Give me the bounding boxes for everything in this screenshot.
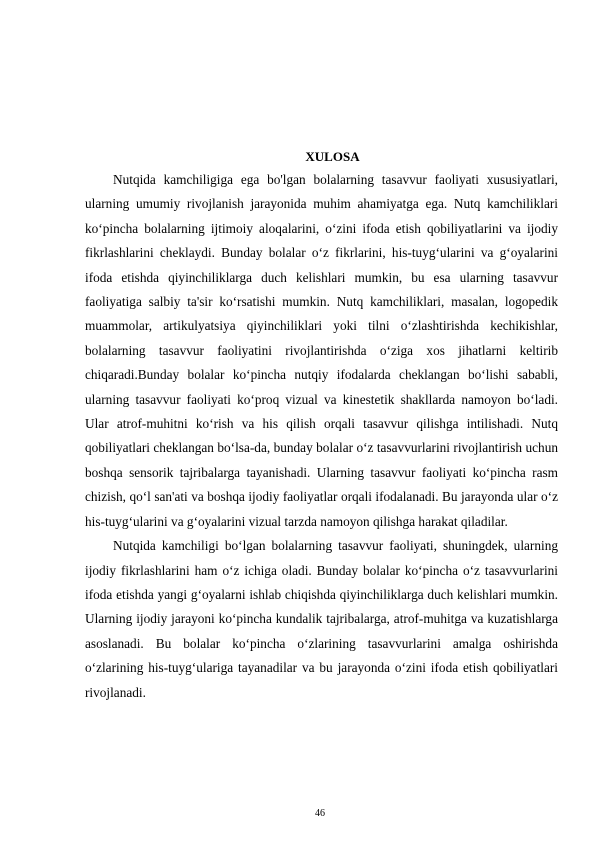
paragraph: Nutqida kamchiligiga ega bo'lgan bolalarning tasavvur faoliyati xususiyatlari, ularning umumiy rivojlanish jarayonida muhim ahamiyatga ega. Nutq kamchiliklari ko‘pincha bolalarning ijtimoiy aloqalarini, o‘zini ifoda etish qobiliyatlarini va ijodiy fikrlashlarini cheklaydi. Bunday bolalar o‘z fikrlarini, his-tuyg‘ularini va g‘oyalarini ifoda etishda qiyinchiliklarga duch kelishlari mumkin, bu esa ularning tasavvur faoliyatiga salbiy ta'sir ko‘rsatishi mumkin. Nutq kamchiliklari, masalan, logopedik muammolar, artikulyatsiya qiyinchiliklari yoki tilni o‘zlashtirishda kechikishlar, bolalarning tasavvur faoliyatini rivojlantirishda o‘ziga xos jihatlarni keltirib chiqaradi.Bunday bolalar ko‘pincha nutqiy ifodalarda cheklangan bo‘lishi sababli, ularning tasavvur faoliyati ko‘proq vizual va kinestetik shakllarda namoyon bo‘ladi. Ular atrof-muhitni ko‘rish va his qilish orqali tasavvur qilishga intilishadi. Nutq qobiliyatlari cheklangan bo‘lsa-da, bunday bolalar o‘z tasavvurlarini rivojlantirish uchun boshqa sensorik tajribalarga tayanishadi. Ularning tasavvur faoliyati ko‘pincha rasm chizish, qo‘l san'ati va boshqa ijodiy faoliyatlar orqali ifodalanadi. Bu jarayonda ular o‘z his-tuyg‘ularini va g‘oyalarini vizual tarzda namoyon qilishga harakat qiladilar. bbox=[85, 172, 558, 529]
body-text bbox=[85, 168, 558, 705]
section-heading: XULOSA bbox=[305, 149, 360, 164]
page-number: 46 bbox=[315, 808, 325, 819]
paragraph: Nutqida kamchiligi bo‘lgan bolalarning tasavvur faoliyati, shuningdek, ularning ijodiy fikrlashlarini ham o‘z ichiga oladi. Bunday bolalar ko‘pincha o‘z tasavvurlarini ifoda etishda yangi g‘oyalarni ishlab chiqishda qiyinchiliklarga duch kelishlari mumkin. Ularning ijodiy jarayoni ko‘pincha kundalik tajribalarga, atrof-muhitga va kuzatishlarga asoslanadi. Bu bolalar ko‘pincha o‘zlarining tasavvurlarini amalga oshirishda o‘zlarining his-tuyg‘ulariga tayanadilar va bu jarayonda o‘zini ifoda etish qobiliyatlari rivojlanadi. bbox=[85, 538, 558, 700]
